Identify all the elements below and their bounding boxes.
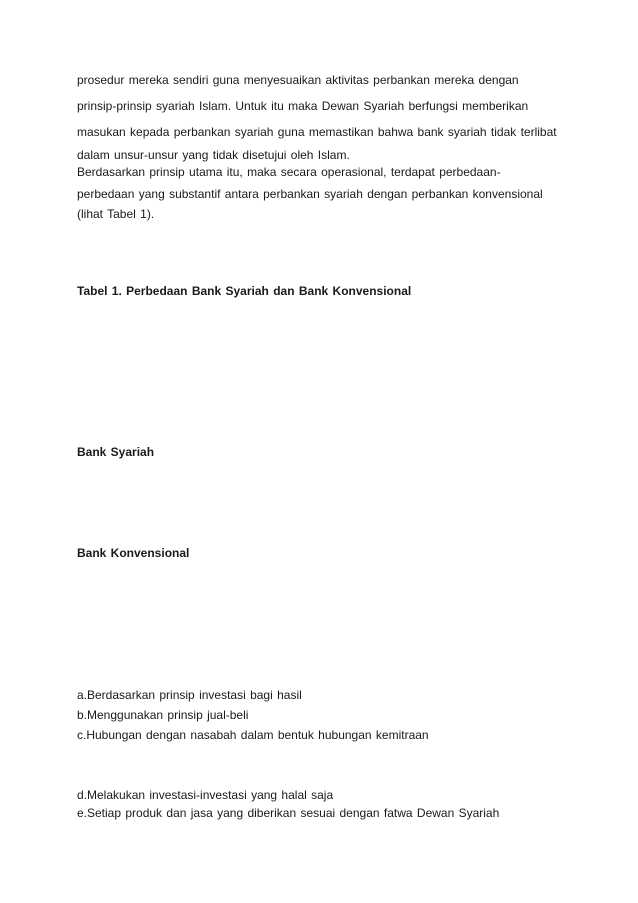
- column-label-bank-konvensional: Bank Konvensional: [77, 546, 190, 560]
- table-title: Tabel 1. Perbedaan Bank Syariah dan Bank Konvensional: [77, 284, 412, 298]
- list-item: c.Hubungan dengan nasabah dalam bentuk hubungan kemitraan: [77, 728, 429, 742]
- paragraph-line: Berdasarkan prinsip utama itu, maka secara operasional, terdapat perbedaan-: [77, 165, 501, 179]
- paragraph-line: dalam unsur-unsur yang tidak disetujui oleh Islam.: [77, 148, 350, 162]
- paragraph-line: (lihat Tabel 1).: [77, 207, 155, 221]
- paragraph-line: masukan kepada perbankan syariah guna memastikan bahwa bank syariah tidak terlibat: [77, 125, 557, 139]
- paragraph-line: perbedaan yang substantif antara perbankan syariah dengan perbankan konvensional: [77, 187, 543, 201]
- list-item: e.Setiap produk dan jasa yang diberikan sesuai dengan fatwa Dewan Syariah: [77, 806, 500, 820]
- paragraph-line: prinsip-prinsip syariah Islam. Untuk itu maka Dewan Syariah berfungsi memberikan: [77, 99, 529, 113]
- paragraph-line: prosedur mereka sendiri guna menyesuaikan aktivitas perbankan mereka dengan: [77, 73, 519, 87]
- list-item: d.Melakukan investasi-investasi yang halal saja: [77, 788, 334, 802]
- list-item: a.Berdasarkan prinsip investasi bagi hasil: [77, 688, 302, 702]
- column-label-bank-syariah: Bank Syariah: [77, 445, 155, 459]
- list-item: b.Menggunakan prinsip jual-beli: [77, 708, 249, 722]
